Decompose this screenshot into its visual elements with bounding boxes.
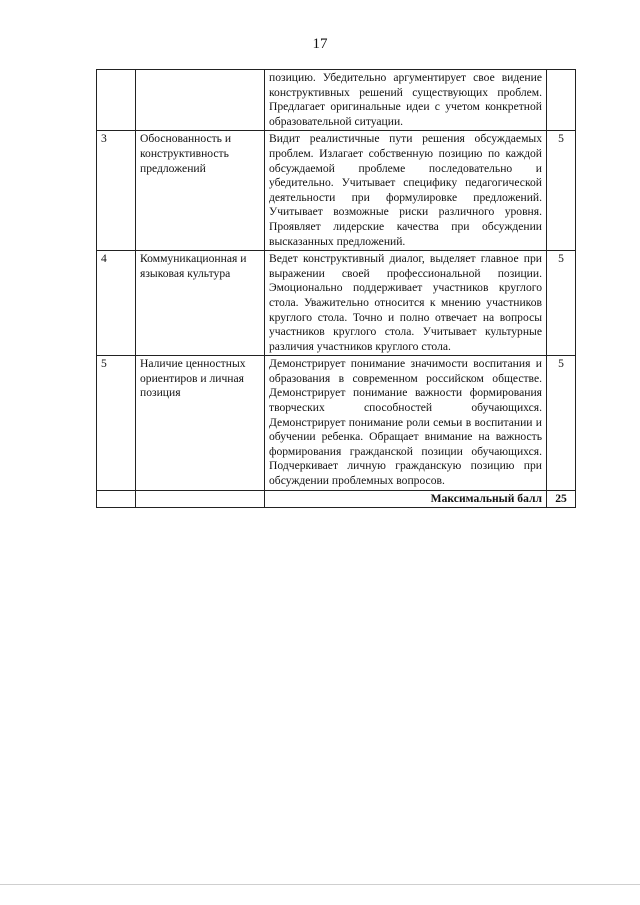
criterion-name: Наличие ценностных ориентиров и личная позиция bbox=[136, 356, 265, 490]
criterion-description: позицию. Убедительно аргументирует свое видение конструктивных решений существующих проблем. Предлагает оригинальные идеи с учетом конкретной образовательной ситуации. bbox=[265, 70, 547, 131]
row-number: 3 bbox=[97, 131, 136, 251]
criterion-score: 5 bbox=[547, 356, 576, 490]
criterion-score: 5 bbox=[547, 251, 576, 356]
criterion-score bbox=[547, 70, 576, 131]
criterion-description: Видит реалистичные пути решения обсуждаемых проблем. Излагает собственную позицию по каждой обсуждаемой проблеме последовательно и убедительно. Учитывает специфику педагогической деятельности при формулировке предложений. Учитывает возможные риски различного уровня. Проявляет лидерские качества при обсуждении высказанных предложений. bbox=[265, 131, 547, 251]
total-row bbox=[97, 490, 576, 508]
row-number bbox=[97, 70, 136, 131]
table-row bbox=[97, 70, 576, 131]
table-row bbox=[97, 131, 576, 251]
criterion-name bbox=[136, 70, 265, 131]
total-value: 25 bbox=[547, 490, 576, 508]
row-number: 4 bbox=[97, 251, 136, 356]
total-label: Максимальный балл bbox=[265, 490, 547, 508]
table-row bbox=[97, 251, 576, 356]
criterion-name: Коммуникационная и языковая культура bbox=[136, 251, 265, 356]
criterion-score: 5 bbox=[547, 131, 576, 251]
empty-cell bbox=[136, 490, 265, 508]
table-row bbox=[97, 356, 576, 490]
criteria-table bbox=[96, 69, 576, 508]
row-number: 5 bbox=[97, 356, 136, 490]
criterion-name: Обоснованность и конструктивность предложений bbox=[136, 131, 265, 251]
criterion-description: Ведет конструктивный диалог, выделяет главное при выражении своей профессиональной позиции. Эмоционально поддерживает участников круглого стола. Уважительно относится к мнению участников круглого стола. Точно и полно отвечает на вопросы участников круглого стола. Учитывает культурные различия участников круглого стола. bbox=[265, 251, 547, 356]
page-number: 17 bbox=[312, 36, 328, 52]
empty-cell bbox=[97, 490, 136, 508]
criterion-description: Демонстрирует понимание значимости воспитания и образования в современном российском обществе. Демонстрирует понимание важности формирования творческих способностей обучающихся. Демонстрирует понимание роли семьи в воспитании и обучении ребенка. Обращает внимание на важность формирования гражданской позиции обучающихся. Подчеркивает личную гражданскую позицию при обсуждении проблемных вопросов. bbox=[265, 356, 547, 490]
scan-edge-line bbox=[0, 884, 640, 885]
